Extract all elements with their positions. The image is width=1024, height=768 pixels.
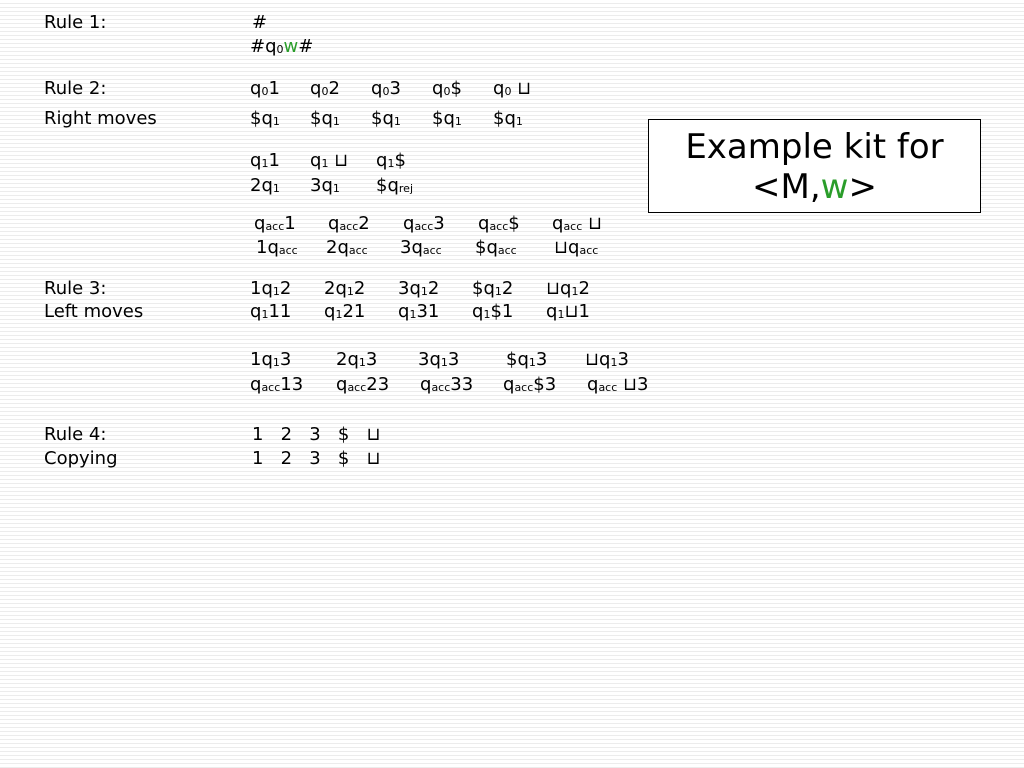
rule1-hash: # [252,12,268,33]
kit-subtitle: <M,w> [752,167,877,207]
rule4-label: Rule 4: [44,424,107,445]
rule4-row-top: 1 2 3 $ ⊔ [252,424,381,445]
rule4-sublabel: Copying [44,448,118,469]
rule3-sublabel: Left moves [44,301,144,322]
rule4-row-bottom: 1 2 3 $ ⊔ [252,448,381,469]
rule2-sublabel: Right moves [44,108,157,129]
w-symbol: w [283,36,299,57]
example-kit-box [648,119,981,213]
rule1-start-config: $\#q_0w\#$ [250,36,314,57]
slide: Rule 1: # $\#q_0w\#$ Rule 2: Right moves $q_01$ $q_02$ $q_03$ $q_0\$$ $q_0$ ⊔ $\$q_1$ $\$q_1$ $\$q_1$ $\$q_1$ $\$q_1$ $q_11$ $q_1$ ⊔ $q_1\$$ $2q_1$ $3q_1$ $\$q_{rej}$ $q_{acc}1$ $q_{acc}2$ $q_{acc}3$ $q_{acc}\$$ $q_{acc}$ ⊔ $1q_{acc}$ $2q_{acc}$ $3q_{acc}$ $\$q_{acc}$ $⊔q_{acc}$ Rule 3: Left moves $1q_12$ $2q_12$ $3q_12$ $\$q_12$ $⊔q_12$ $q_111$ $q_121$ $q_131$ $q_1\$1$ $q_1⊔1$ $1q_13$ $2q_13$ $3q_13$ $\$q_13$ $⊔q_13$ $q_{acc}13$ $q_{acc}23$ $q_{acc}33$ $q_{acc}\$3$ $q_{acc}$ ⊔3 Rule 4: Copying 1 2 3 $ ⊔ 1 2 3 $ ⊔ Example kit for <M,w> [0,0,1024,768]
rule3-label: Rule 3: [44,278,107,299]
rule1-label: Rule 1: [44,12,107,33]
kit-w-symbol: w [820,167,849,207]
kit-title: Example kit for [685,127,944,167]
rule2-label: Rule 2: [44,78,107,99]
